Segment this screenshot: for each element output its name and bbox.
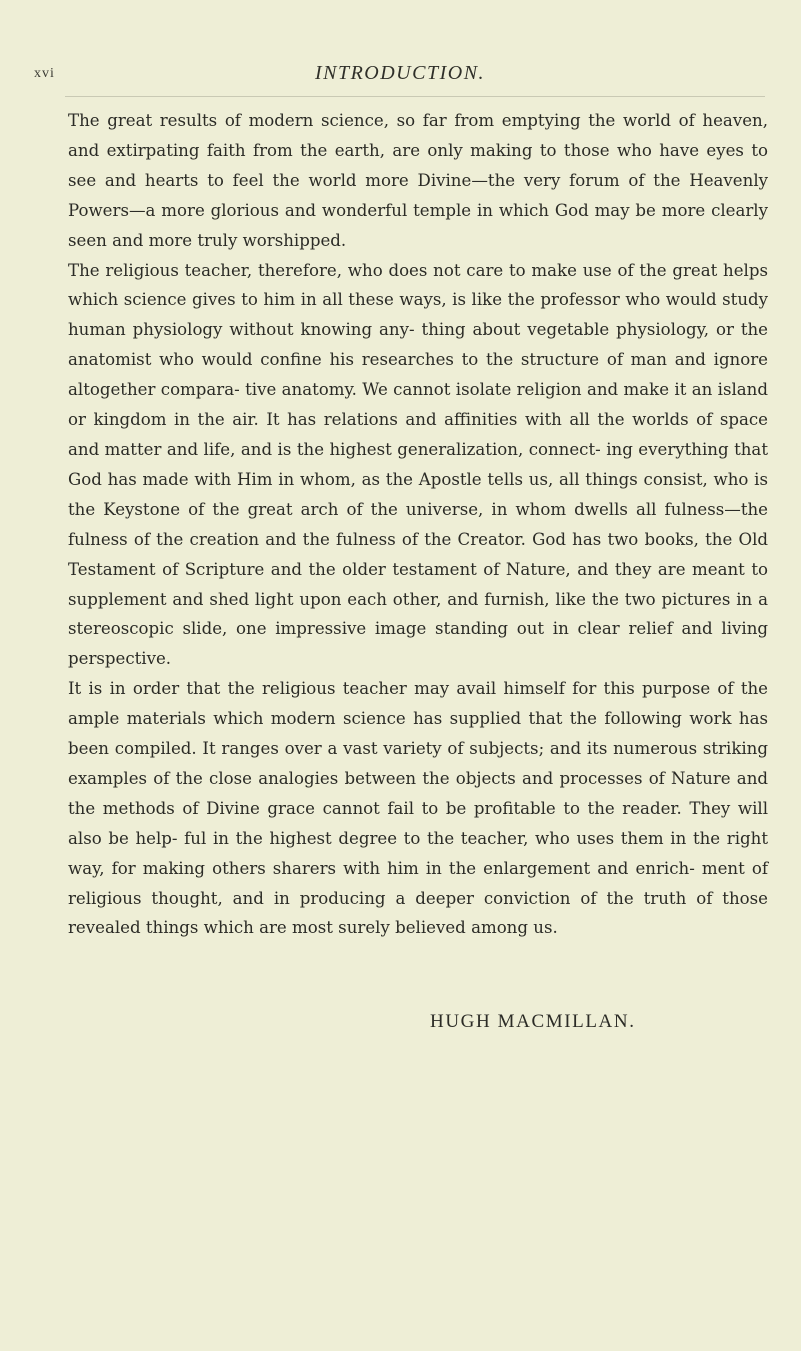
page-number: xvi (34, 66, 55, 81)
body-text (68, 106, 768, 943)
running-head (34, 62, 766, 92)
header-rule (65, 96, 765, 97)
running-title: INTRODUCTION. (314, 62, 486, 84)
paragraph-2: The religious teacher, therefore, who does not care to make use of the great helps which science gives to him in all these ways, is like the professor who would study human physiology without knowing any- thing about vegetable physiology, or the anatomist who would confine his researches to the structure of man and ignore altogether compara- tive anatomy. We cannot isolate religion and make it an island or kingdom in the air. It has relations and affinities with all the worlds of space and matter and life, and is the highest generalization, connect- ing everything that God has made with Him in whom, as the Apostle tells us, all things consist, who is the Keystone of the great arch of the universe, in whom dwells all fulness—the fulness of the creation and the fulness of the Creator. God has two books, the Old Testament of Scripture and the older testament of Nature, and they are meant to supplement and shed light upon each other, and furnish, like the two pictures in a stereoscopic slide, one impressive image standing out in clear relief and living perspective. (68, 260, 768, 669)
paragraph-1: The great results of modern science, so far from emptying the world of heaven, and extirpating faith from the earth, are only making to those who have eyes to see and hearts to feel the world more Divine—the very forum of the Heavenly Powers—a more glorious and wonderful temple in which God may be more clearly seen and more truly worshipped. (68, 111, 768, 250)
paragraph-3: It is in order that the religious teacher may avail himself for this purpose of the ample materials which modern science has supplied that the following work has been compiled. It ranges over a vast variety of subjects; and its numerous striking examples of the close analogies between the objects and processes of Nature and the methods of Divine grace cannot fail to be profitable to the reader. They will also be help- ful in the highest degree to the teacher, who uses them in the right way, for making others sharers with him in the enlargement and enrich- ment of religious thought, and in producing a deeper conviction of the truth of those revealed things which are most surely believed among us. (68, 679, 768, 938)
author-signature: HUGH MACMILLAN. (430, 1011, 636, 1032)
